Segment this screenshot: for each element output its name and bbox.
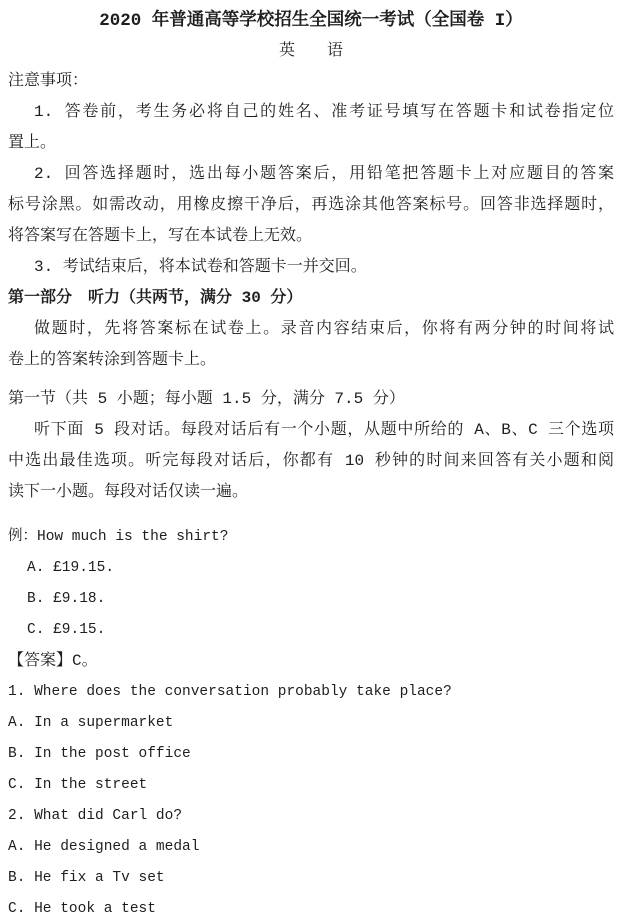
question-1-prompt: 1. Where does the conversation probably take place? [8, 684, 452, 700]
question-2-option-c: C. He took a test [8, 901, 156, 917]
question-1-option-b: B. In the post office [8, 746, 191, 762]
example-prompt: 例：How much is the shirt? [8, 529, 229, 545]
question-2-option-a: A. He designed a medal [8, 839, 200, 855]
example-option-a: A. £19.15. [27, 560, 115, 576]
question-2-option-b: B. He fix a Tv set [8, 870, 165, 886]
example-option-c: C. £9.15. [27, 622, 106, 638]
notice-item-3: 3. 考试结束后，将本试卷和答题卡一并交回。 [34, 258, 367, 276]
section1-intro-line-3: 读下一小题。每段对话仅读一遍。 [8, 483, 249, 501]
exam-subject: 英 语 [278, 42, 343, 60]
notice-heading: 注意事项： [8, 72, 89, 90]
question-1-option-a: A. In a supermarket [8, 715, 174, 731]
question-2-prompt: 2. What did Carl do? [8, 808, 183, 824]
part1-intro-line-1: 做题时，先将答案标在试卷上。录音内容结束后，你将有两分钟的时间将试 [34, 320, 614, 338]
part1-heading: 第一部分 听力（共两节，满分 30 分） [8, 289, 303, 307]
section1-intro-line-2: 中选出最佳选项。听完每段对话后，你都有 10 秒钟的时间来回答有关小题和阅 [8, 452, 614, 470]
notice-item-1-line-2: 置上。 [8, 134, 57, 152]
question-1-option-c: C. In the street [8, 777, 148, 793]
section1-heading: 第一节（共 5 小题；每小题 1.5 分，满分 7.5 分） [8, 390, 405, 408]
exam-title: 2020 年普通高等学校招生全国统一考试（全国卷 I） [99, 11, 523, 31]
notice-item-1-line-1: 1. 答卷前，考生务必将自己的姓名、准考证号填写在答题卡和试卷指定位 [34, 103, 614, 121]
section1-intro-line-1: 听下面 5 段对话。每段对话后有一个小题，从题中所给的 A、B、C 三个选项 [34, 421, 614, 439]
notice-item-2-line-1: 2. 回答选择题时，选出每小题答案后，用铅笔把答题卡上对应题目的答案 [34, 165, 614, 183]
example-answer: 【答案】C。 [8, 652, 98, 670]
part1-intro-line-2: 卷上的答案转涂到答题卡上。 [8, 351, 217, 369]
notice-item-2-line-2: 标号涂黑。如需改动，用橡皮擦干净后，再选涂其他答案标号。回答非选择题时， [8, 196, 614, 214]
notice-item-2-line-3: 将答案写在答题卡上，写在本试卷上无效。 [8, 227, 313, 245]
example-option-b: B. £9.18. [27, 591, 106, 607]
